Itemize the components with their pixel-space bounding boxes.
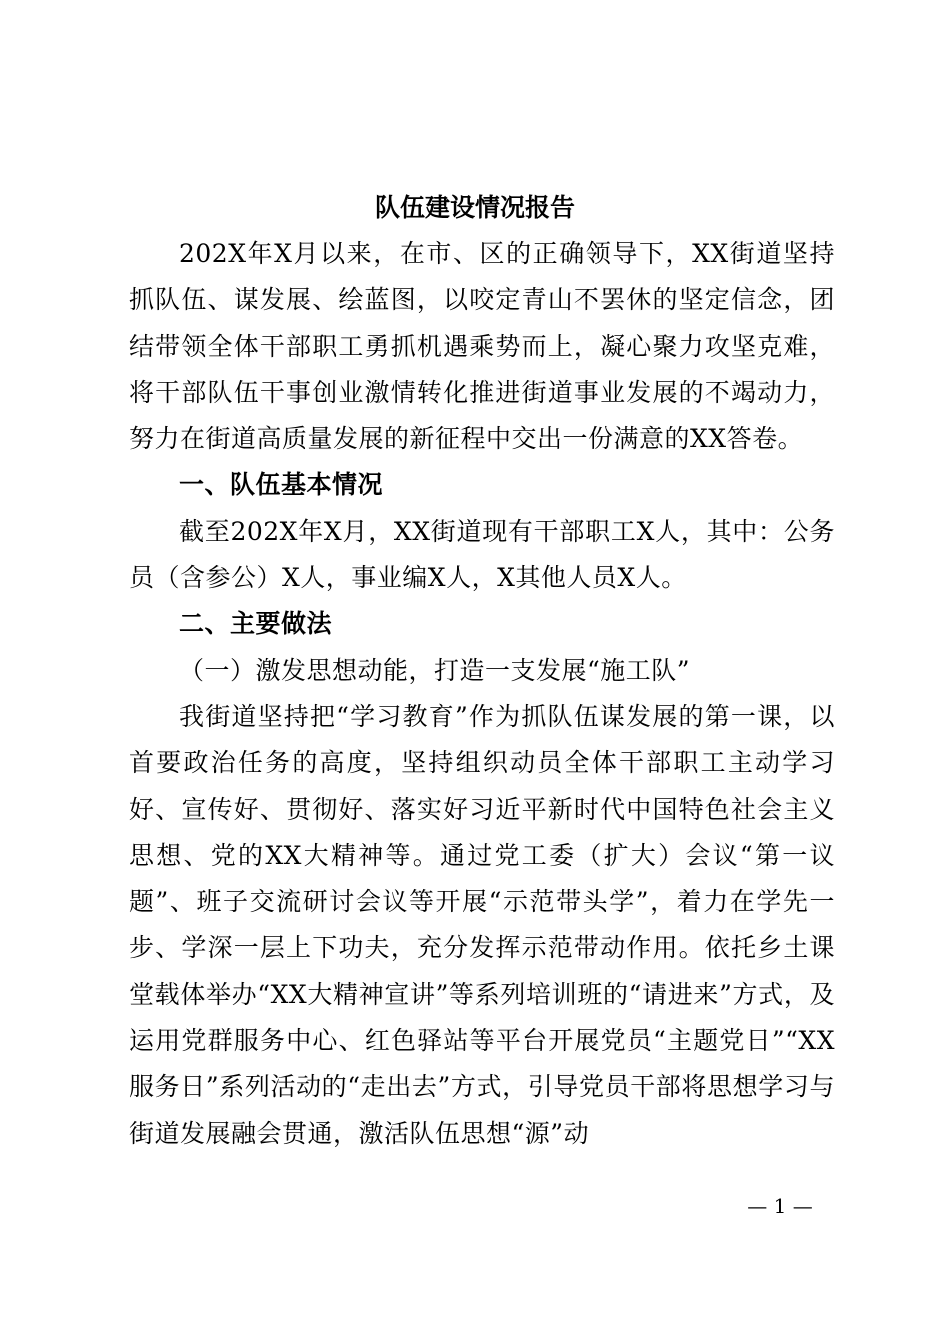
document-title: 队伍建设情况报告 — [374, 193, 575, 222]
document-body — [129, 231, 835, 1157]
section-heading-main-practices: 二、主要做法 — [179, 609, 333, 639]
basic-situation-paragraph: 截至202X年X月，XX街道现有干部职工X人，其中：公务员（含参公）X人，事业编X人，X其他人员X人。 — [129, 516, 835, 593]
page-number: — 1 — — [747, 1194, 813, 1218]
subsection-heading-1: （一）激发思想动能，打造一支发展“施工队” — [179, 655, 691, 685]
subsection-1-paragraph: 我街道坚持把“学习教育”作为抓队伍谋发展的第一课，以首要政治任务的高度，坚持组织动员全体干部职工主动学习好、宣传好、贯彻好、落实好习近平新时代中国特色社会主义思想、党的XX大精神等。通过党工委（扩大）会议“第一议题”、班子交流研讨会议等开展“示范带头学”，着力在学先一步、学深一层上下功夫，充分发挥示范带动作用。依托乡土课堂载体举办“XX大精神宣讲”等系列培训班的“请进来”方式，及运用党群服务中心、红色驿站等平台开展党员“主题党日”“XX服务日”系列活动的“走出去”方式，引导党员干部将思想学习与街道发展融会贯通，激活队伍思想“源”动 — [129, 701, 835, 1148]
intro-paragraph: 202X年X月以来，在市、区的正确领导下，XX街道坚持抓队伍、谋发展、绘蓝图，以咬定青山不罢休的坚定信念，团结带领全体干部职工勇抓机遇乘势而上，凝心聚力攻坚克难，将干部队伍干事创业激情转化推进街道事业发展的不竭动力，努力在街道高质量发展的新征程中交出一份满意的XX答卷。 — [129, 239, 835, 454]
section-heading-basic-situation: 一、队伍基本情况 — [179, 470, 384, 500]
